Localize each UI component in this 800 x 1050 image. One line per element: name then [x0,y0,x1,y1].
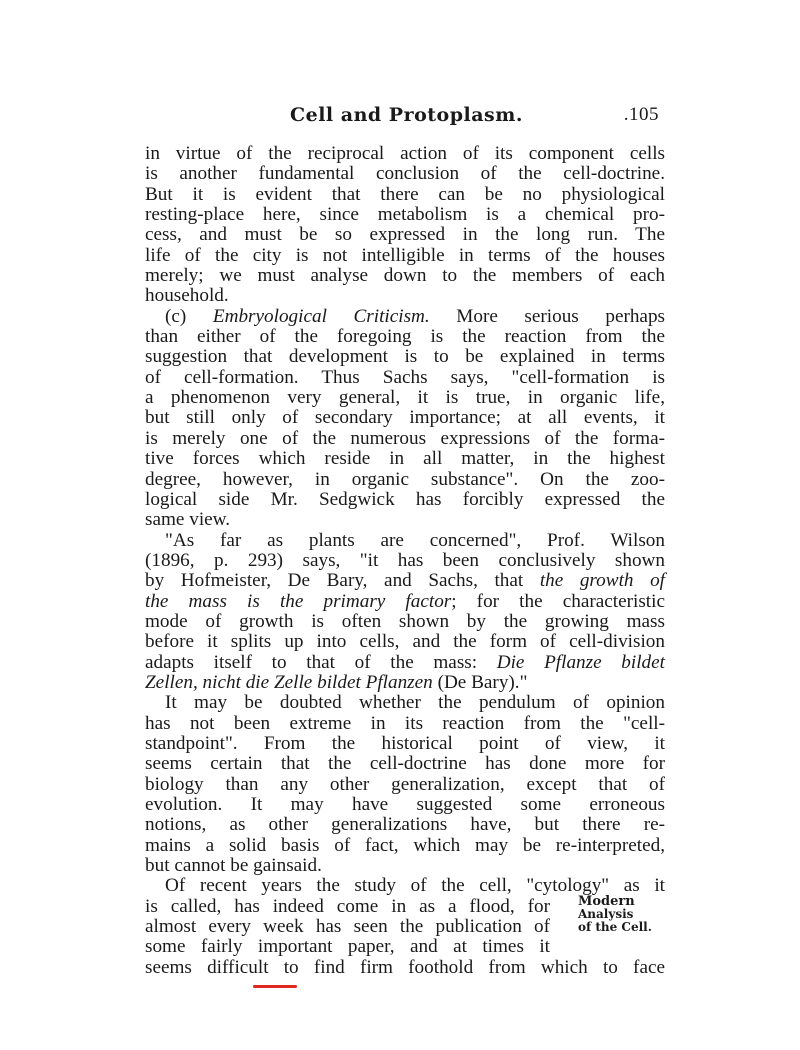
margin-note-line: Analysis [578,907,634,921]
text-line: It may be doubted whether the pendulum of opinion [165,692,665,714]
text-line: standpoint". From the historical point of view, it [145,732,665,754]
italic-phrase: Zellen, nicht die Zelle bildet Pflanzen [145,671,433,693]
italic-phrase: Die Pflanze bildet [496,651,665,673]
text-line: is merely one of the numerous expressions of the forma- [145,427,665,449]
text-line: has not been extreme in its reaction from the "cell- [145,712,665,734]
text-line: evolution. It may have suggested some erroneous [145,794,665,815]
text-line: seems certain that the cell-doctrine has done more for [145,753,665,775]
text-line: before it splits up into cells, and the form of cell-division [145,631,665,653]
italic-phrase: the growth of [539,570,665,592]
text-line: Zellen, nicht die Zelle bildet Pflanzen (De Bary)." [145,671,528,693]
text-line: a phenomenon very general, it is true, in organic life, [145,387,665,409]
text-line: is another fundamental conclusion of the cell-doctrine. [145,163,665,185]
text-line: household. [145,285,229,307]
text-line: almost every week has seen the publication of [145,916,550,938]
running-title: Cell and Protoplasm. [290,104,523,126]
italic-phrase: the mass is the primary factor [145,590,452,612]
text-line: but cannot be gainsaid. [145,855,322,877]
text-line: than either of the foregoing is the reaction from the [145,326,665,348]
text-line: but still only of secondary importance; at all events, it [145,407,665,429]
text-line: by Hofmeister, De Bary, and Sachs, that the growth of [145,570,665,592]
margin-note-line: of the Cell. [578,920,652,934]
margin-note-line: Modern [578,894,635,909]
text-line: suggestion that development is to be explained in terms [145,346,665,368]
text-line: same view. [145,509,231,531]
margin-note [578,895,668,934]
body-text [145,144,665,978]
text-line: in virtue of the reciprocal action of its component cells [145,143,665,164]
italic-phrase: Embryological Criticism. [212,305,430,327]
text-line: "As far as plants are concerned", Prof. Wilson [165,529,665,551]
text-line: logical side Mr. Sedgwick has forcibly expressed the [145,488,665,510]
text-line: seems difficult to find firm foothold from which to face [145,956,665,978]
text-line: is called, has indeed come in as a flood, for [145,895,550,917]
text-line: (c) Embryological Criticism. More serious perhaps [165,305,666,327]
text-line: some fairly important paper, and at times it [145,936,550,958]
text-line: resting-place here, since metabolism is a chemical pro- [145,204,665,226]
text-line: adapts itself to that of the mass: Die Pflanze bildet [145,651,665,673]
red-ink-mark [253,985,297,988]
text-line: tive forces which reside in all matter, in the highest [145,448,665,470]
page-number: .105 [623,104,659,125]
text-line: of cell-formation. Thus Sachs says, "cell-formation is [145,366,665,388]
text-line: degree, however, in organic substance". On the zoo- [145,468,665,490]
text-line: life of the city is not intelligible in terms of the houses [145,244,665,266]
text-line: biology than any other generalization, except that of [145,773,665,795]
text-line: merely; we must analyse down to the members of each [145,265,665,287]
text-line: notions, as other generalizations have, but there re- [145,814,665,836]
text-line: cess, and must be so expressed in the long run. The [145,224,665,246]
text-line: Of recent years the study of the cell, "cytology" as it [165,875,665,897]
text-line: (1896, p. 293) says, "it has been conclusively shown [145,549,665,571]
text-line: But it is evident that there can be no physiological [145,183,665,205]
running-header [145,104,665,132]
text-line: mode of growth is often shown by the growing mass [145,610,665,632]
text-line: the mass is the primary factor; for the characteristic [145,590,665,612]
text-line: mains a solid basis of fact, which may be re-interpreted, [145,834,665,856]
